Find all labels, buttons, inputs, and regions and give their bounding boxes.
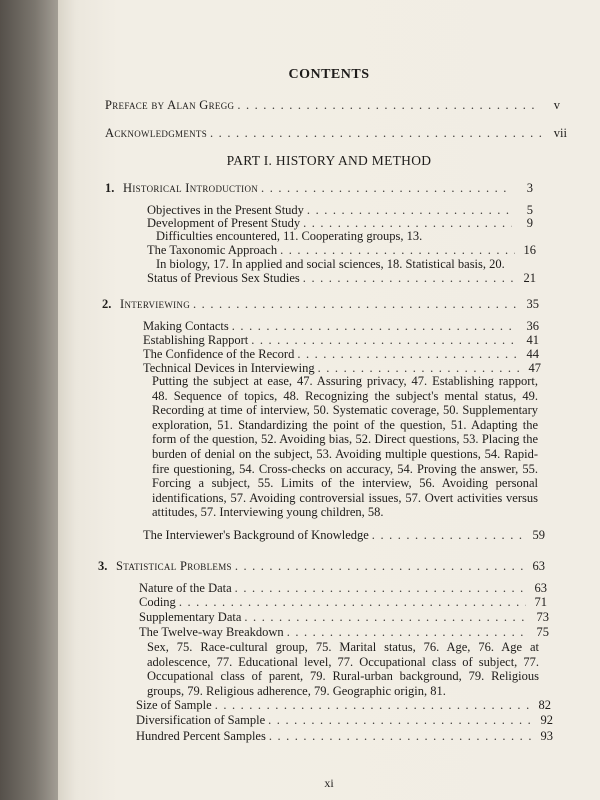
toc-section: The Taxonomic Approach . . . 16 [147,243,536,258]
toc-chapter-1: 1. Historical Introduction . . . 3 [105,181,533,196]
part-heading: PART I. HISTORY AND METHOD [226,153,432,168]
toc-section: The Confidence of the Record . . . 44 [143,347,539,362]
toc-section: Status of Previous Sex Studies . . . 21 [147,271,536,286]
toc-section: Nature of the Data . . . 63 [139,581,547,596]
toc-entry-preface: Preface by Alan Gregg . . . v [105,98,560,113]
page-number: xi [324,776,334,790]
toc-section: The Twelve-way Breakdown . . . 75 [139,625,549,640]
toc-section: Development of Present Study . . . 9 [147,216,533,231]
toc-section: Coding . . . 71 [139,595,547,610]
toc-section: Size of Sample . . . 82 [136,698,551,713]
toc-section: Hundred Percent Samples . . . 93 [136,729,553,744]
toc-subtopics: In biology, 17. In applied and social sciences, 18. Statistical basis, 20. [156,257,505,271]
toc-chapter-3: 3. Statistical Problems . . . 63 [98,559,545,574]
toc-subtopics: Difficulties encountered, 11. Cooperating groups, 13. [156,229,423,243]
toc-section: The Interviewer's Background of Knowledge . . . 59 [143,528,545,543]
book-page [58,0,600,800]
page-title: CONTENTS [288,67,370,82]
toc-chapter-2: 2. Interviewing . . . 35 [102,297,539,312]
toc-section: Supplementary Data . . . 73 [139,610,549,625]
toc-section: Technical Devices in Interviewing . . . 47 [143,361,541,376]
toc-section: Making Contacts . . . 36 [143,319,539,334]
toc-subtopics: Sex, 75. Race-cultural group, 75. Marital status, 76. Age, 76. Age at adolescence, 77. Educational level, 77. Occupational class of subject, 77. Occupational class of parent, 79. Rural-urban background, 79. Religious groups, 79. Religious adherence, 79. Geographic origin, 81. [147,640,539,698]
book-spine-shadow [0,0,58,800]
toc-section: Establishing Rapport . . . 41 [143,333,539,348]
toc-subtopics: Putting the subject at ease, 47. Assuring privacy, 47. Establishing rapport, 48. Sequence of topics, 48. Recognizing the subject's mental status, 49. Recording at time of interview, 50. Systematic coverage, 50. Supplementary exploration, 51. Standardizing the point of the question, 51. Adapting the form of the question, 52. Avoiding bias, 52. Direct questions, 53. Placing the burden of denial on the subject, 53. Avoiding multiple questions, 54. Rapid-fire questioning, 54. Cross-checks on accuracy, 54. Proving the answer, 55. Forcing a subject, 55. Limits of the interview, 56. Avoiding personal identifications, 57. Avoiding controversial issues, 57. Overt activities versus attitudes, 57. Interviewing young children, 58. [152,374,538,520]
toc-entry-acknowledgments: Acknowledgments . . . vii [105,126,567,141]
toc-section: Diversification of Sample . . . 92 [136,713,553,728]
toc-section: Objectives in the Present Study . . . 5 [147,203,533,218]
